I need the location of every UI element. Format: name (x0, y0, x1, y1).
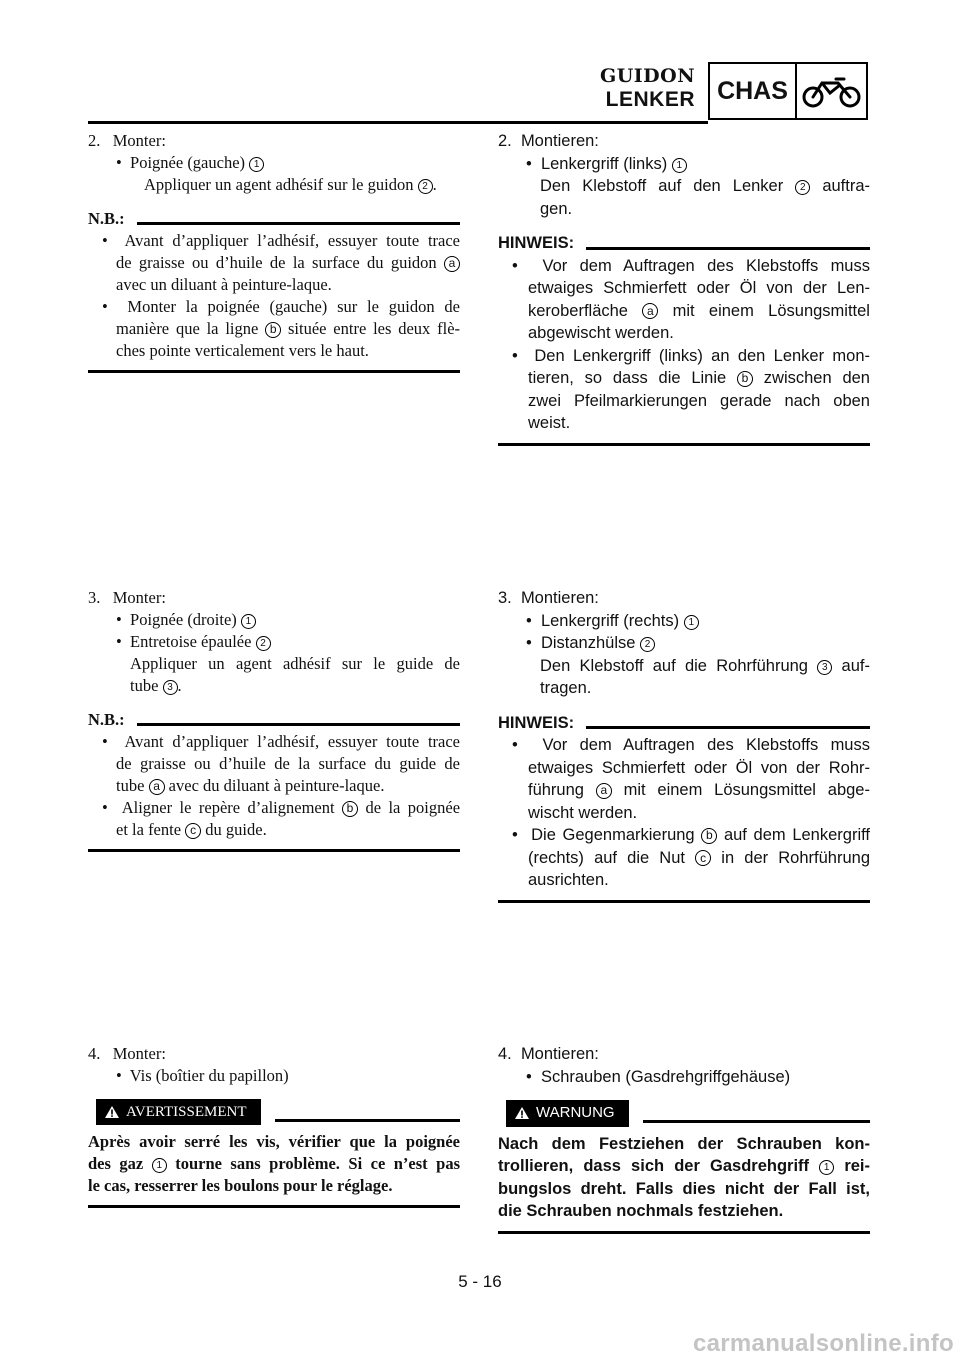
callout-ref: 1 (684, 615, 699, 630)
note-bullet: • Den Lenkergriff (links) an den Lenker mon- tieren, so dass die Linie b zwischen den zwei Pfeilmarkierungen gerade nach oben weist. (512, 346, 870, 432)
warning-icon (104, 1105, 120, 1119)
de-step-3: 3. Montieren: • Lenkergriff (rechts) 1 • Distanzhülse 2 Den Klebstoff auf die Rohrführung 3 auf- tragen. HINWEIS: • Vor dem Auftragen des Klebstoffs muss etwaiges Schmierfett oder Öl von der Rohr- führung a mit einem Lösungsmittel abge- wischt werden. • Die Gegenmarkierung b auf dem Lenkergriff (rechts) auf die Nut c in der Rohrführung ausrichten. (498, 587, 870, 903)
motorcycle-icon (797, 64, 866, 118)
warning-label: AVERTISSEMENT (126, 1104, 247, 1120)
part-name: Vis (boîtier du papillon) (129, 1066, 289, 1085)
warning-badge (96, 1099, 261, 1125)
callout-ref: c (185, 823, 201, 839)
note-label: HINWEIS: (498, 234, 575, 252)
callout-ref: 1 (152, 1158, 167, 1173)
note-label: HINWEIS: (498, 713, 575, 732)
callout-ref: 2 (640, 637, 655, 652)
note-bullet: • Avant d’appliquer l’adhésif, essuyer toute trace de graisse ou d’huile de la surface du guidon a avec un diluant à peinture-laque. (102, 231, 460, 294)
note-label: N.B.: (88, 209, 125, 228)
step-action: Montieren: (520, 132, 599, 150)
step-number: 4. (88, 1044, 101, 1063)
callout-ref: 2 (256, 636, 271, 651)
callout-ref: a (596, 783, 612, 799)
note-bullet: • Vor dem Auftragen des Klebstoffs muss etwaiges Schmierfett oder Öl von der Rohr- führung a mit einem Lösungsmittel abge- wischt werden. (512, 736, 870, 822)
note-end-rule (88, 370, 460, 373)
page-number: 5 - 16 (458, 1272, 502, 1291)
step-number: 2. (88, 131, 101, 150)
callout-ref: 3 (817, 660, 832, 675)
note-end-rule (498, 443, 870, 446)
callout-ref: b (701, 828, 717, 844)
part-name: Lenkergriff (links) (540, 154, 668, 173)
part-name: Entretoise épaulée (130, 632, 252, 651)
fr-step-2: 2. Monter: • Poignée (gauche) 1 Appliquer un agent adhésif sur le guidon 2 . N.B.: • Avant d’appliquer l’adhésif, essuyer toute trace de graisse ou d’huile de la surface du guidon a avec un diluant à peinture-laque. • Monter la poignée (gauche) sur le guidon de manière que la ligne b située entre les deux flè- ches pointe verticalement vers le haut. (88, 130, 460, 373)
step-action: Monter: (112, 1044, 166, 1063)
callout-ref: b (342, 801, 358, 817)
part-name: Poignée (droite) (130, 610, 237, 629)
callout-ref: b (265, 322, 281, 338)
warning-label: WARNUNG (536, 1104, 615, 1121)
step-number: 3. (88, 588, 101, 607)
note-end-rule (88, 849, 460, 852)
fr-step-4: 4. Monter: • Vis (boîtier du papillon) AVERTISSEMENT Après avoir serré les vis, vérifier que la poignée des gaz 1 tourne sans problème. Si ce n’est pas le cas, resserrer les boulons pour le réglage. (88, 1043, 460, 1208)
part-name: Distanzhülse (540, 634, 636, 652)
de-step-4: 4. Montieren: • Schrauben (Gasdrehgriffgehäuse) WARNUNG Nach dem Festziehen der Schrauben kon- trollieren, dass sich der Gasdrehgriff 1 rei- bungslos dreht. Falls dies nicht der Fall ist, die Schrauben nochmals festziehen. (498, 1043, 870, 1234)
part-name: Schrauben (Gasdrehgriffgehäuse) (540, 1067, 791, 1086)
callout-ref: c (695, 850, 711, 866)
callout-ref: 2 (418, 179, 433, 194)
note-header (88, 709, 460, 731)
note-header (498, 712, 870, 735)
step-action: Montieren: (520, 589, 599, 607)
step-action: Monter: (112, 131, 166, 150)
callout-ref: 1 (241, 614, 256, 629)
warning-badge (506, 1100, 629, 1127)
callout-ref: a (444, 256, 460, 272)
warning-header (498, 1100, 870, 1127)
warning-end-rule (88, 1205, 460, 1208)
callout-ref: 1 (819, 1160, 834, 1175)
section-title-fr: GUIDON (600, 65, 696, 87)
callout-ref: b (737, 371, 753, 387)
step-action: Monter: (112, 588, 166, 607)
note-bullet: • Aligner le repère d’alignement b de la poignée et la fente c du guide. (102, 798, 461, 839)
callout-ref: 3 (163, 680, 178, 695)
step-action: Montieren: (520, 1045, 599, 1063)
note-header (88, 208, 460, 230)
callout-ref: 1 (672, 158, 687, 173)
header-rule (88, 121, 708, 124)
note-label: N.B.: (88, 710, 125, 729)
warning-icon (514, 1106, 530, 1120)
note-end-rule (498, 900, 870, 903)
callout-ref: 2 (795, 180, 810, 195)
part-name: Poignée (gauche) (130, 153, 246, 172)
note-bullet: • Monter la poignée (gauche) sur le guidon de manière que la ligne b située entre les deux flè- ches pointe verticalement vers le haut. (102, 297, 461, 360)
section-code: CHAS (710, 64, 797, 118)
step-number: 4. (498, 1045, 512, 1063)
note-bullet: • Avant d’appliquer l’adhésif, essuyer toute trace de graisse ou d’huile de la surface du guide de tube a avec du diluant à peinture-laque. (102, 732, 460, 795)
note-header (498, 232, 870, 255)
watermark-footer[interactable]: carmanualsonline.info (692, 1330, 954, 1357)
step-number: 2. (498, 132, 512, 150)
warning-end-rule (498, 1231, 870, 1234)
instruction: Appliquer un agent adhésif sur le guidon (144, 175, 414, 194)
callout-ref: 1 (249, 157, 264, 172)
de-step-2: 2. Montieren: • Lenkergriff (links) 1 Den Klebstoff auf den Lenker 2 auftra- gen. HINWEIS: • Vor dem Auftragen des Klebstoffs muss etwaiges Schmierfett oder Öl von der Len- keroberfläche a mit einem Lösungsmittel abgewischt werden. • Den Lenkergriff (links) an den Lenker mon- tieren, so dass die Linie b zwischen den zwei Pfeilmarkierungen gerade nach oben weist. (498, 130, 870, 446)
section-tab (708, 62, 868, 120)
note-bullet: • Vor dem Auftragen des Klebstoffs muss etwaiges Schmierfett oder Öl von der Len- keroberfläche a mit einem Lösungsmittel abgewischt werden. (512, 256, 870, 342)
section-title-de: LENKER (605, 88, 695, 111)
fr-step-3: 3. Monter: • Poignée (droite) 1 • Entretoise épaulée 2 Appliquer un agent adhésif sur le guide de tube 3 . N.B.: • Avant d’appliquer l’adhésif, essuyer toute trace de graisse ou d’huile de la surface du guide de tube a avec du diluant à peinture-laque. • Aligner le repère d’alignement b de la poignée et la fente c du guide. (88, 587, 460, 852)
warning-text: Nach dem Festziehen der Schrauben kon- trollieren, dass sich der Gasdrehgriff 1 rei- bungslos dreht. Falls dies nicht der Fall ist, die Schrauben nochmals festziehen. (498, 1134, 870, 1220)
warning-text: Après avoir serré les vis, vérifier que la poignée des gaz 1 tourne sans problème. Si ce n’est pas le cas, resserrer les boulons pour le réglage. (88, 1132, 460, 1195)
note-bullet: • Die Gegenmarkierung b auf dem Lenkergriff (rechts) auf die Nut c in der Rohrführung ausrichten. (512, 826, 870, 889)
warning-header (88, 1099, 460, 1125)
part-name: Lenkergriff (rechts) (540, 611, 680, 630)
callout-ref: a (642, 303, 658, 319)
step-number: 3. (498, 589, 512, 607)
callout-ref: a (149, 779, 165, 795)
